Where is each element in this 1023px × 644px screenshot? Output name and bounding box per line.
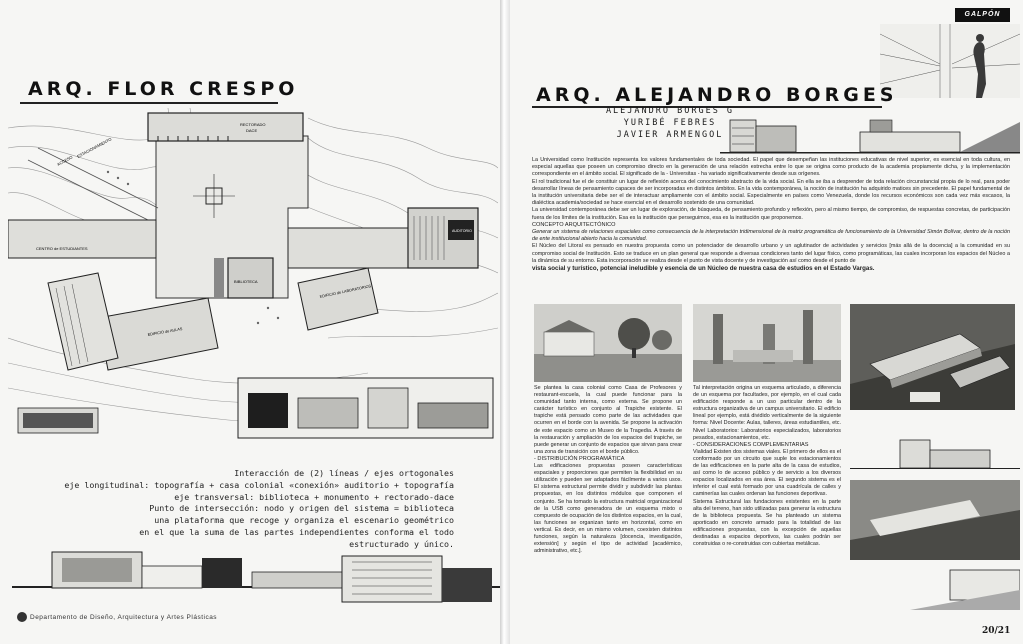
page-gutter — [500, 0, 510, 644]
left-title-rule — [20, 102, 278, 104]
section-elevation-drawing — [720, 112, 1020, 156]
plan-label-rectorado: RECTORADO — [240, 122, 266, 127]
building-elevation-drawing — [12, 548, 500, 610]
site-photo-1 — [534, 304, 682, 382]
caption-line: eje longitudinal: topografía + casa colonial «conexión» auditorio + topografía — [64, 479, 454, 490]
intro-paragraph: La universidad contemporánea debe ser un lugar de exploración, de búsqueda, de pensamiento profundo y reflexión, pero al mismo tiempo, de compromiso, de respuestas concretas, de participación fuera de los límites de la institución. Esa es la institución que perseguimos, esa es la institución que proponemos. — [532, 207, 1010, 221]
aerial-rendering — [850, 304, 1015, 410]
author-name: JAVIER ARMENGOL — [616, 130, 724, 140]
consideraciones-heading: - CONSIDERACIONES COMPLEMENTARIAS — [693, 441, 809, 448]
intro-text-block — [532, 157, 1010, 272]
author-name: ALEJANDRO BORGES G — [605, 106, 735, 116]
concepto-statement: Generar un sistema de relaciones espaciales como consecuencia de la interpretación tridimensional de la matriz programática de funcionamiento de la Universidad Simón Bolívar, dentro de la noción de ente institucional abierto hacia la comunidad. — [532, 229, 1010, 243]
plan-label-biblioteca: BIBLIOTECA — [234, 279, 258, 284]
site-photo-2 — [693, 304, 841, 382]
author-name: YURIBÉ FEBRES — [623, 118, 717, 128]
side-elevation-drawing — [850, 420, 1020, 620]
department-logo — [17, 612, 27, 622]
right-page-title: ARQ. ALEJANDRO BORGES — [536, 84, 898, 106]
caption-line: Interacción de (2) líneas / ejes ortogonales — [234, 468, 454, 478]
left-page — [0, 0, 500, 644]
plan-label-auditorio: AUDITORIO — [452, 229, 472, 233]
text-column-2 — [693, 385, 841, 548]
plan-label-estacionamiento: ESTACIONAMIENTO — [76, 136, 113, 159]
plan-label-aulas: EDIFICIO de AULAS — [147, 326, 183, 337]
caption-line: una plataforma que recoge y organiza el escenario geométrico — [154, 515, 454, 526]
caption-line: estructurado y único. — [349, 538, 454, 549]
design-concept-caption — [64, 468, 454, 551]
concepto-heading: CONCEPTO ARQUITECTÓNICO — [532, 221, 616, 228]
department-footer: Departamento de Diseño, Arquitectura y Artes Plásticas — [30, 614, 218, 621]
intro-paragraph: El rol tradicional fue el de constituir un lugar de reflexión acerca del conocimiento abstracto de la vida social. En ella se iba a desprender de toda relación circunstancial propia de lo real, para poder desarrollar líneas de pensamiento capaces de ser incorporadas en distintos ámbitos. En la vida contemporánea, la noción de institución ha adquirido matices sin precedente. El papel fundamental de la institución universitaria debe ser el de interactuar ampliamente con el ámbito social. Especialmente en países como Venezuela, donde los recursos económicos son cada vez más escasos, la dialéctica academia/sociedad se hace esencial en el desarrollo sostenido de una comunidad. — [532, 178, 1010, 207]
column-paragraph: Tal interpretación origina un esquema articulado, a diferencia de un esquema por facultades, por ejemplo, en el cual cada edificación responde a un uso particular dentro de la estructura organizativa de un campus universitario. El edificio lineal por ejemplo, está dividido verticalmente de la siguiente forma: Nivel Docente: Aulas, talleres, áreas estudiantiles, etc. Nivel Laboratorios: Laboratorios especializados, laboratorios pesados, estacionamientos, etc. — [693, 385, 841, 441]
intro-paragraph: La Universidad como Institución representa los valores fundamentales de toda sociedad. El papel que desempeñan las instituciones educativas de nivel superior, es esencial en toda cultura, en especial aquellas que poseen un compromiso directo en la generación de una relación estrecha entre lo que se origina como producto de la academia propiamente dicha, y la implementación correspondiente en el ámbito social. El significado de la - Universitas - ha variado significativamente desde sus orígenes. — [532, 157, 1010, 178]
plan-label-laboratorios: EDIFICIO de LABORATORIOS — [319, 284, 372, 299]
caption-line: eje transversal: biblioteca + monumento + rectorado-dace — [174, 491, 454, 502]
plan-label-acceso: ACCESO — [56, 154, 74, 167]
column-paragraph: Se plantea la casa colonial como Casa de Profesores y restaurant-escuela, la cual puede funcionar para la comunidad tanto interna, como externa. Se propone un carácter turístico en conjunto al Trapiche existente. El trapiche está pensado como parte de las actividades que ocurren en el borde con la avenida. Se propone la activación de este espacio como un Museo de la Tragedia. A través de la restauración y ampliación de los espacios del trapiche, se puede generar un conjunto de espacios que sirvan para crear una zona de transición con el borde público. — [534, 385, 682, 455]
column-paragraph: Vialidad Existen dos sistemas viales. El primero de ellos es el conformado por un circuito que suple los estacionamientos de las edificaciones en la parte alta de la casa de estudios, así como lo de acceso público y de servicio a los diversos espacios localizados en esa área. El segundo sistema es el inferior el cual está formado por una cuadrícula de calles y caminerías las cuales ordenan las funciones deportivas. — [693, 448, 841, 498]
column-paragraph: Las edificaciones propuestas poseen características espaciales y proporciones que permiten la flexibilidad en su utilización y pueden ser adaptados fácilmente a varios usos. El sistema estructural permite dividir y subdividir las plantas propuestas, en los distintos módulos que componen el conjunto. Se ha tomado la estructura matricial organizacional de la USB como generadora de un esquema mixto o compuesto de ocupación de los distintos espacios, en la cual, las funciones se organizan tanto en horizontal, como en vertical. Es decir, en un mismo volumen, coexisten distintos funciones, según la naturaleza [docencia, investigación, extensión] y según el tipo de actividad [académico, administrativo, etc.]. — [534, 463, 682, 555]
page-number: 20/21 — [982, 626, 1011, 636]
right-page — [510, 0, 1023, 644]
left-page-title: ARQ. FLOR CRESPO — [28, 78, 299, 100]
distribucion-heading: - DISTRIBUCIÓN PROGRAMÁTICA — [534, 455, 625, 462]
plan-label-centro-estudiantes: CENTRO de ESTUDIANTES — [36, 246, 88, 251]
caption-line: Punto de intersección: nodo y origen del sistema = biblioteca — [149, 503, 454, 514]
column-paragraph: Sistema Estructural las fundaciones existentes en la parte alta del terreno, han sido utilizadas para generar la estructura de la biblioteca propuesta. Se ha planteado un sistema aporticado en concreto armado para la totalidad de las edificaciones propuestas, con la excepción de aquellas destinadas a espacios deportivos, las cuales podrán ser construidas o re-construidas con cubiertas metálicas. — [693, 498, 841, 548]
caption-line: en el que la suma de las partes independientes conforma el todo — [139, 526, 454, 537]
perspective-sketch — [880, 24, 1020, 98]
text-column-1 — [534, 385, 682, 555]
site-plan-drawing — [8, 108, 498, 448]
galpon-logo: GALPÓN — [955, 8, 1010, 22]
concepto-paragraph: El Núcleo del Litoral es pensado en nuestra propuesta como un potenciador de desarrollo urbano y un aglutinador de actividades y servicios [más allá de la docencia] a la comunidad en su compromiso social de Institución. Esto se traduce en un plan general que responde a diversas condiciones tanto del lugar físico, como programáticas, las cuales incorporan los espacios del Núcleo a la dinámica de su entorno. Esta incorporación se realiza desde el punto de vista docente y de investigación así como desde el punto de — [532, 243, 1010, 264]
plan-label-dace: DACE — [246, 128, 258, 133]
concepto-bold-line: vista social y turístico, potencial ineludible y esencia de un Núcleo de nuestra casa de estudios en el Estado Vargas. — [532, 265, 875, 273]
